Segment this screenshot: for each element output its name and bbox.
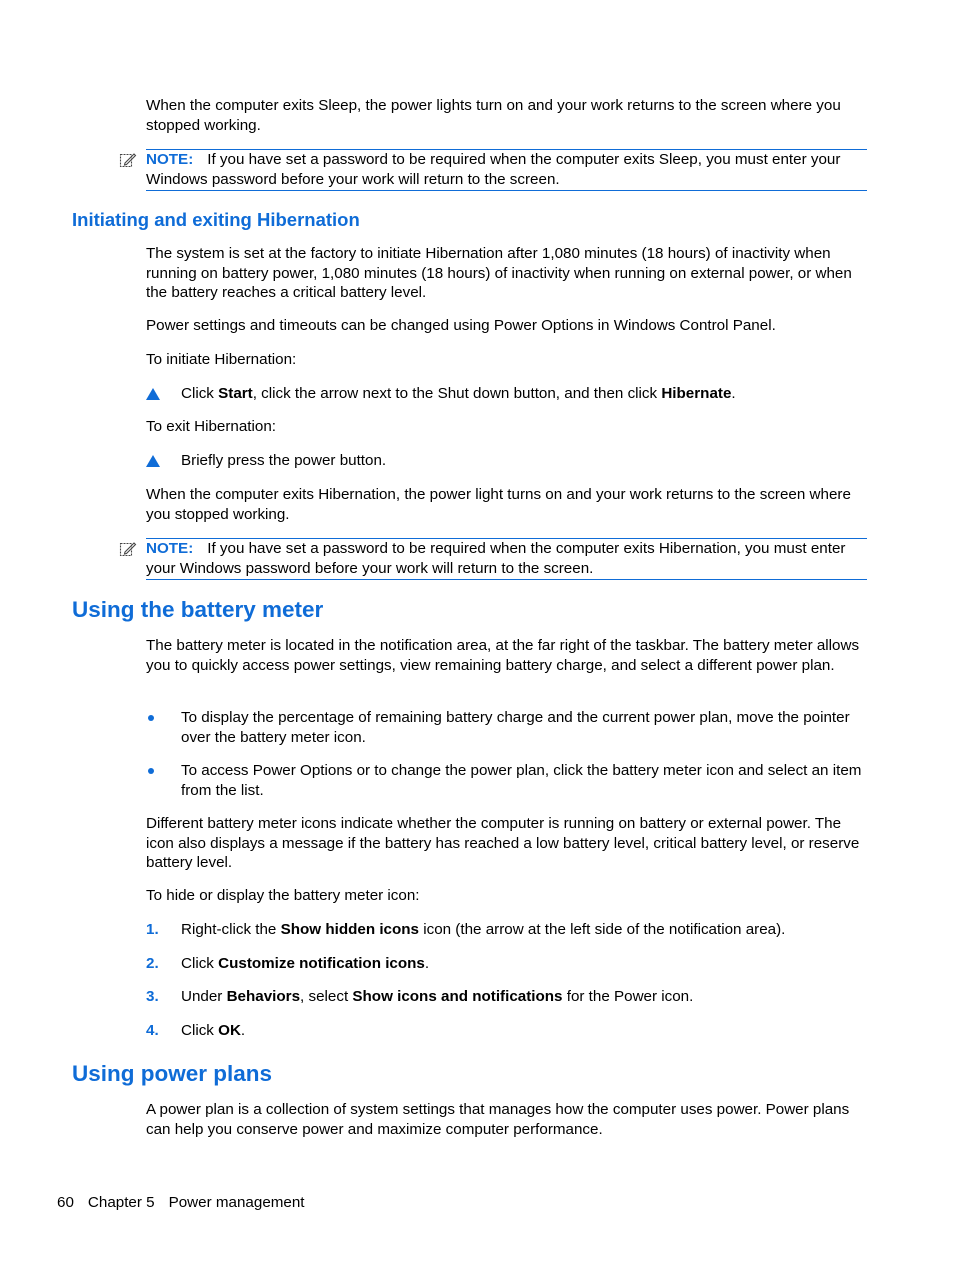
note-label: NOTE: bbox=[146, 540, 194, 557]
note-label: NOTE: bbox=[146, 151, 194, 168]
triangle-icon bbox=[146, 388, 160, 400]
page-number: 60 bbox=[57, 1194, 74, 1211]
battery-meter-paragraph-2: Different battery meter icons indicate whether the computer is running on battery or external power. The icon also displays a message if the battery has reached a low battery level, critical battery level, or reserve battery level. bbox=[146, 815, 860, 872]
note-pencil-icon bbox=[119, 151, 137, 169]
note-text: If you have set a password to be required when the computer exits Sleep, you must enter your Windows password before your work will return to the screen. bbox=[146, 151, 841, 188]
initiate-step: Click Start, click the arrow next to the Shut down button, and then click Hibernate. bbox=[181, 385, 736, 402]
bullet-item: To access Power Options or to change the power plan, click the battery meter icon and select an item from the list. bbox=[181, 762, 862, 799]
bullet-dot-icon bbox=[148, 768, 154, 774]
step-text: Click Customize notification icons. bbox=[181, 955, 430, 972]
section-heading-hibernation: Initiating and exiting Hibernation bbox=[72, 209, 360, 230]
note-hibernation bbox=[146, 538, 867, 580]
step-text: Under Behaviors, select Show icons and notifications for the Power icon. bbox=[181, 988, 694, 1005]
step-text: Right-click the Show hidden icons icon (the arrow at the left side of the notification area). bbox=[181, 921, 786, 938]
bullet-dot-icon bbox=[148, 715, 154, 721]
step-number: 3. bbox=[146, 988, 159, 1005]
exit-step: Briefly press the power button. bbox=[181, 452, 387, 469]
hibernation-paragraph-3: When the computer exits Hibernation, the power light turns on and your work returns to the screen where you stopped working. bbox=[146, 486, 851, 523]
bullet-item: To display the percentage of remaining battery charge and the current power plan, move the pointer over the battery meter icon. bbox=[181, 709, 850, 746]
battery-meter-paragraph-1: The battery meter is located in the notification area, at the far right of the taskbar. The battery meter allows you to quickly access power settings, view remaining battery charge, and select a different power plan. bbox=[146, 637, 860, 674]
intro-paragraph: When the computer exits Sleep, the power lights turn on and your work returns to the screen where you stopped working. bbox=[146, 97, 841, 134]
section-heading-battery-meter: Using the battery meter bbox=[72, 597, 324, 622]
exit-label: To exit Hibernation: bbox=[146, 418, 277, 435]
note-pencil-icon bbox=[119, 540, 137, 558]
triangle-icon bbox=[146, 455, 160, 467]
section-heading-power-plans: Using power plans bbox=[72, 1061, 273, 1086]
note-sleep bbox=[146, 149, 867, 191]
hibernation-paragraph-1: The system is set at the factory to initiate Hibernation after 1,080 minutes (18 hours) of inactivity when running on battery power, 1,080 minutes (18 hours) of inactivity when running on external power, or when the battery reaches a critical battery level. bbox=[146, 245, 852, 302]
chapter-label: Chapter 5 bbox=[87, 1194, 155, 1211]
step-number: 4. bbox=[146, 1022, 159, 1039]
step-number: 1. bbox=[146, 921, 159, 938]
chapter-title: Power management bbox=[168, 1194, 305, 1211]
note-text: If you have set a password to be required when the computer exits Hibernation, you must enter your Windows password before your work will return to the screen. bbox=[146, 540, 846, 577]
hibernation-paragraph-2: Power settings and timeouts can be changed using Power Options in Windows Control Panel. bbox=[146, 317, 776, 334]
step-text: Click OK. bbox=[181, 1022, 246, 1039]
page-footer bbox=[57, 1193, 319, 1213]
power-plans-paragraph: A power plan is a collection of system settings that manages how the computer uses power. Power plans can help you conserve power and maximize computer performance. bbox=[146, 1101, 850, 1138]
step-number: 2. bbox=[146, 955, 159, 972]
initiate-label: To initiate Hibernation: bbox=[146, 351, 297, 368]
steps-label: To hide or display the battery meter icon: bbox=[146, 887, 420, 904]
